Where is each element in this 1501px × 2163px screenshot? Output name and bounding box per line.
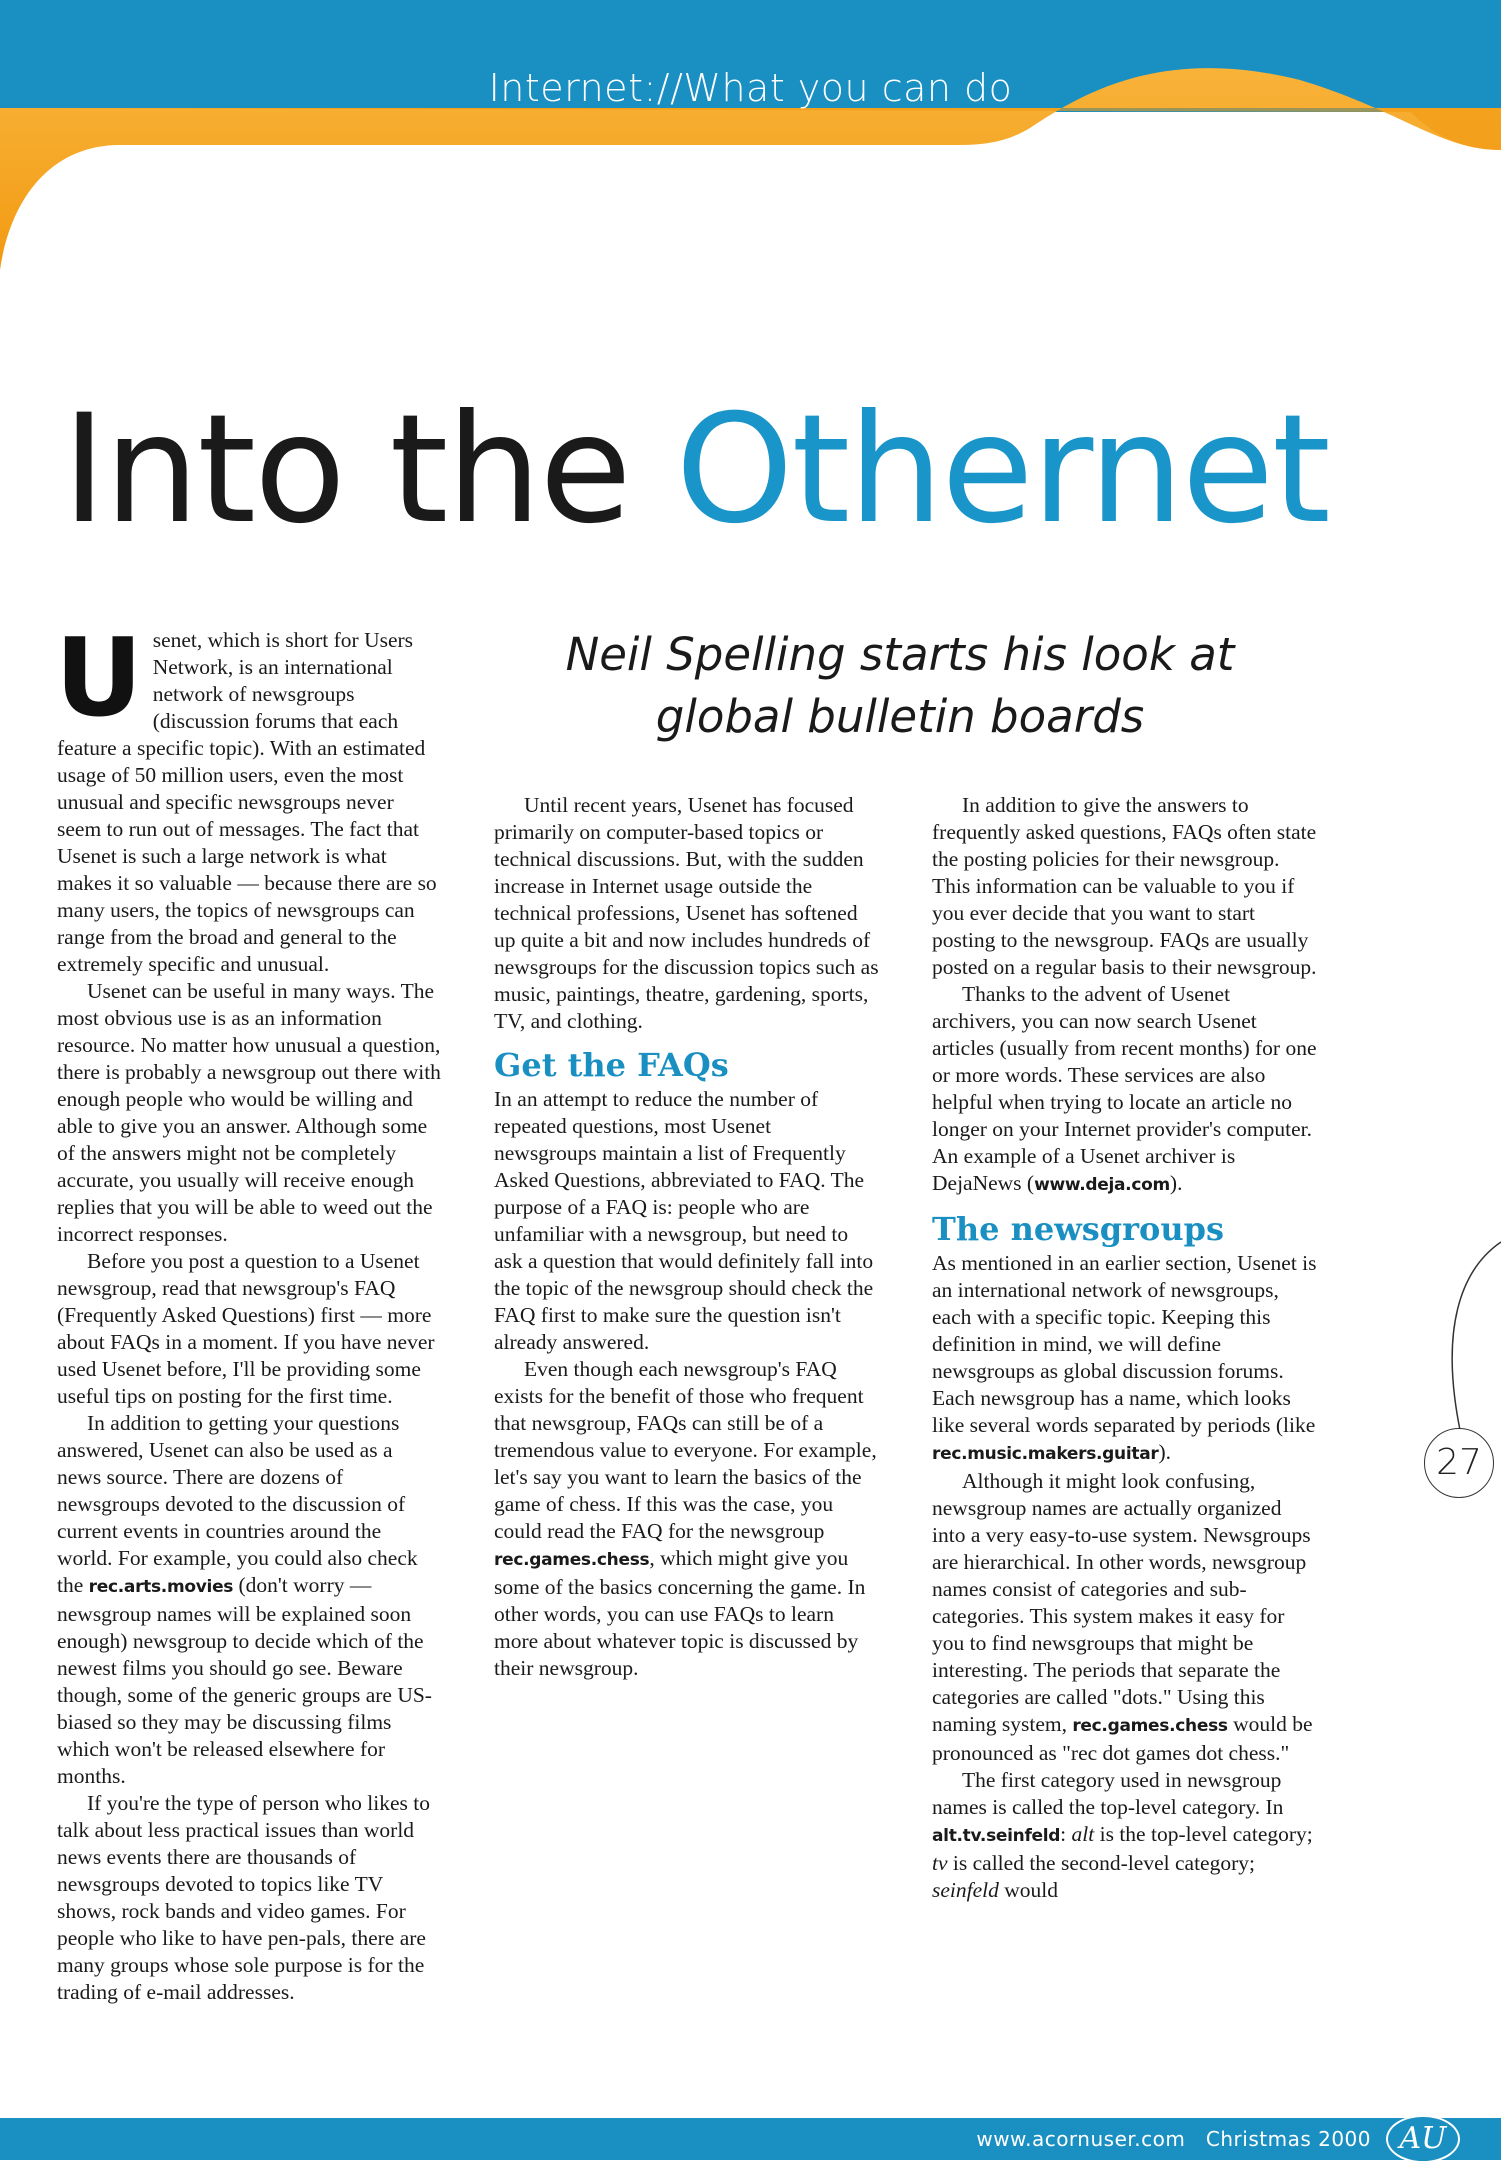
subheading-newsgroups: The newsgroups (932, 1210, 1224, 1248)
paragraph-text: Thanks to the advent of Usenet archivers, you can now search Usenet articles (usually from recent months) for one or more words. These services are also helpful when trying to locate an article no longer on your Internet provider's computer. An example of a Usenet archiver is DejaNews ( (932, 982, 1317, 1195)
newsgroup-name: rec.games.chess (494, 1550, 650, 1570)
section-label: Internet://What you can do (488, 66, 1013, 110)
paragraph-text: (don't worry — newsgroup names will be explained soon enough) newsgroup to decide which of the newest films you should go see. Beware though, some of the generic groups are US-biased so they may be discussing films which won't be released elsewhere for months. (57, 1573, 432, 1788)
italic-term: tv (932, 1851, 948, 1875)
paragraph (932, 1468, 1317, 1767)
standfirst: Neil Spelling starts his look at global bulletin boards (565, 628, 1235, 743)
paragraph (494, 1356, 879, 1682)
headline-part-1: Into the (62, 383, 676, 557)
paragraph: Before you post a question to a Usenet newsgroup, read that newsgroup's FAQ (Frequently Asked Questions) first — more about FAQs in a moment. If you have never used Usenet before, I'll be providing some useful tips on posting for the first time. (57, 1249, 435, 1408)
au-logo: AU (1386, 2115, 1460, 2163)
paragraph-text: senet, which is short for Users Network, is an international network of newsgroups (discussion forums that each feature a specific topic). With an estimated usage of 50 million users, even the most unusual and specific newsgroups never seem to run out of messages. The fact that Usenet is such a large network is what makes it so valuable — because there are so many users, the topics of newsgroups can range from the broad and general to the extremely specific and unusual. (57, 628, 437, 976)
headline (62, 383, 1329, 557)
drop-cap: U (55, 616, 143, 741)
paragraph-text: The first category used in newsgroup names is called the top-level category. In (932, 1768, 1284, 1819)
column-1 (55, 616, 442, 2006)
paragraph-text: would be pronounced as "rec dot games dot chess." (932, 1712, 1313, 1765)
paragraph (57, 1410, 442, 1790)
newsgroup-name: rec.arts.movies (88, 1577, 234, 1597)
footer-text: www.acornuser.com Christmas 2000 (976, 2127, 1371, 2151)
paragraph-text: is called the second-level category; (947, 1851, 1255, 1875)
paragraph (932, 1250, 1317, 1468)
paragraph: Usenet can be useful in many ways. The most obvious use is as an information resource. No matter how unusual a question, there is probably a newsgroup out there with enough people who would be willing and able to give you an answer. Although some of the answers might not be completely accurate, you usually will receive enough replies that you will be able to weed out the incorrect responses. (57, 979, 441, 1246)
newsgroup-name: rec.music.makers.guitar (932, 1444, 1159, 1464)
paragraph-text: would (998, 1878, 1058, 1902)
paragraph-text: , which might give you some of the basics concerning the game. In other words, you can use FAQs to learn more about whatever topic is discussed by their newsgroup. (494, 1546, 866, 1680)
headline-part-2: Othernet (675, 383, 1329, 557)
url-link[interactable]: www.deja.com (1034, 1175, 1170, 1195)
newsgroup-name: alt.tv.seinfeld (932, 1826, 1061, 1846)
paragraph-text: Even though each newsgroup's FAQ exists for the benefit of those who frequent that newsgroup, FAQs can still be of a tremendous value to everyone. For example, let's say you want to learn the basics of the game of chess. If this was the case, you could read the FAQ for the newsgroup (494, 1357, 877, 1543)
newsgroup-name: rec.games.chess (1072, 1716, 1228, 1736)
paragraph-text: Although it might look confusing, newsgroup names are actually organized into a very easy-to-use system. Newsgroups are hierarchical. In other words, newsgroup names consist of categories and sub-categories. This system makes it easy for you to find newsgroups that might be interesting. The periods that separate the categories are called "dots." Using this naming system, (932, 1469, 1311, 1736)
page-curve-decoration (1420, 1240, 1501, 1440)
paragraph-text: If you're the type of person who likes to talk about less practical issues than world news events there are thousands of newsgroups devoted to topics like TV shows, rock bands and video games. For people who like to have pen-pals, there are many groups whose sole purpose is for the trading of e-mail addresses. (57, 1791, 431, 2004)
paragraph: In addition to give the answers to frequently asked questions, FAQs often state the posting policies for their newsgroup. This information can be valuable to you if you ever decide that you want to start posting to the newsgroup. FAQs are usually posted on a regular basis to their newsgroup. (932, 793, 1317, 979)
column-3 (932, 792, 1317, 1904)
italic-term: seinfeld (932, 1878, 999, 1902)
paragraph-text: ). (1158, 1440, 1171, 1464)
paragraph-text: is the top-level category; (1094, 1822, 1313, 1846)
italic-term: alt (1071, 1822, 1095, 1846)
paragraph-text: : (1060, 1822, 1072, 1846)
paragraph (932, 1767, 1317, 1904)
paragraph (55, 616, 442, 978)
paragraph: In an attempt to reduce the number of repeated questions, most Usenet newsgroups maintain a list of Frequently Asked Questions, abbreviated to FAQ. The purpose of a FAQ is: people who are unfamiliar with a newsgroup, but need to ask a question that would definitely fall into the topic of the newsgroup should check the FAQ first to make sure the question isn't already answered. (494, 1087, 874, 1354)
paragraph: Until recent years, Usenet has focused primarily on computer-based topics or technical discussions. But, with the sudden increase in Internet usage outside the technical professions, Usenet has softened up quite a bit and now includes hundreds of newsgroups for the discussion topics such as music, paintings, theatre, gardening, sports, TV, and clothing. (494, 793, 879, 1033)
paragraph (932, 981, 1317, 1199)
page-number-badge (1424, 1428, 1494, 1498)
paragraph-continues (57, 1790, 442, 2006)
paragraph-text: In addition to getting your questions answered, Usenet can also be used as a news source. There are dozens of newsgroups devoted to the discussion of current events in countries around the world. For example, you could also check the (57, 1411, 418, 1597)
paragraph-text: ). (1169, 1171, 1183, 1195)
page-number: 27 (1436, 1442, 1482, 1483)
column-2 (494, 792, 879, 1682)
subheading-faqs: Get the FAQs (494, 1046, 729, 1084)
paragraph-text: As mentioned in an earlier section, Usenet is an international network of newsgroups, each with a specific topic. Keeping this definition in mind, we will define newsgroups as global discussion forums. Each newsgroup has a name, which looks like several words separated by periods (like (932, 1251, 1317, 1437)
